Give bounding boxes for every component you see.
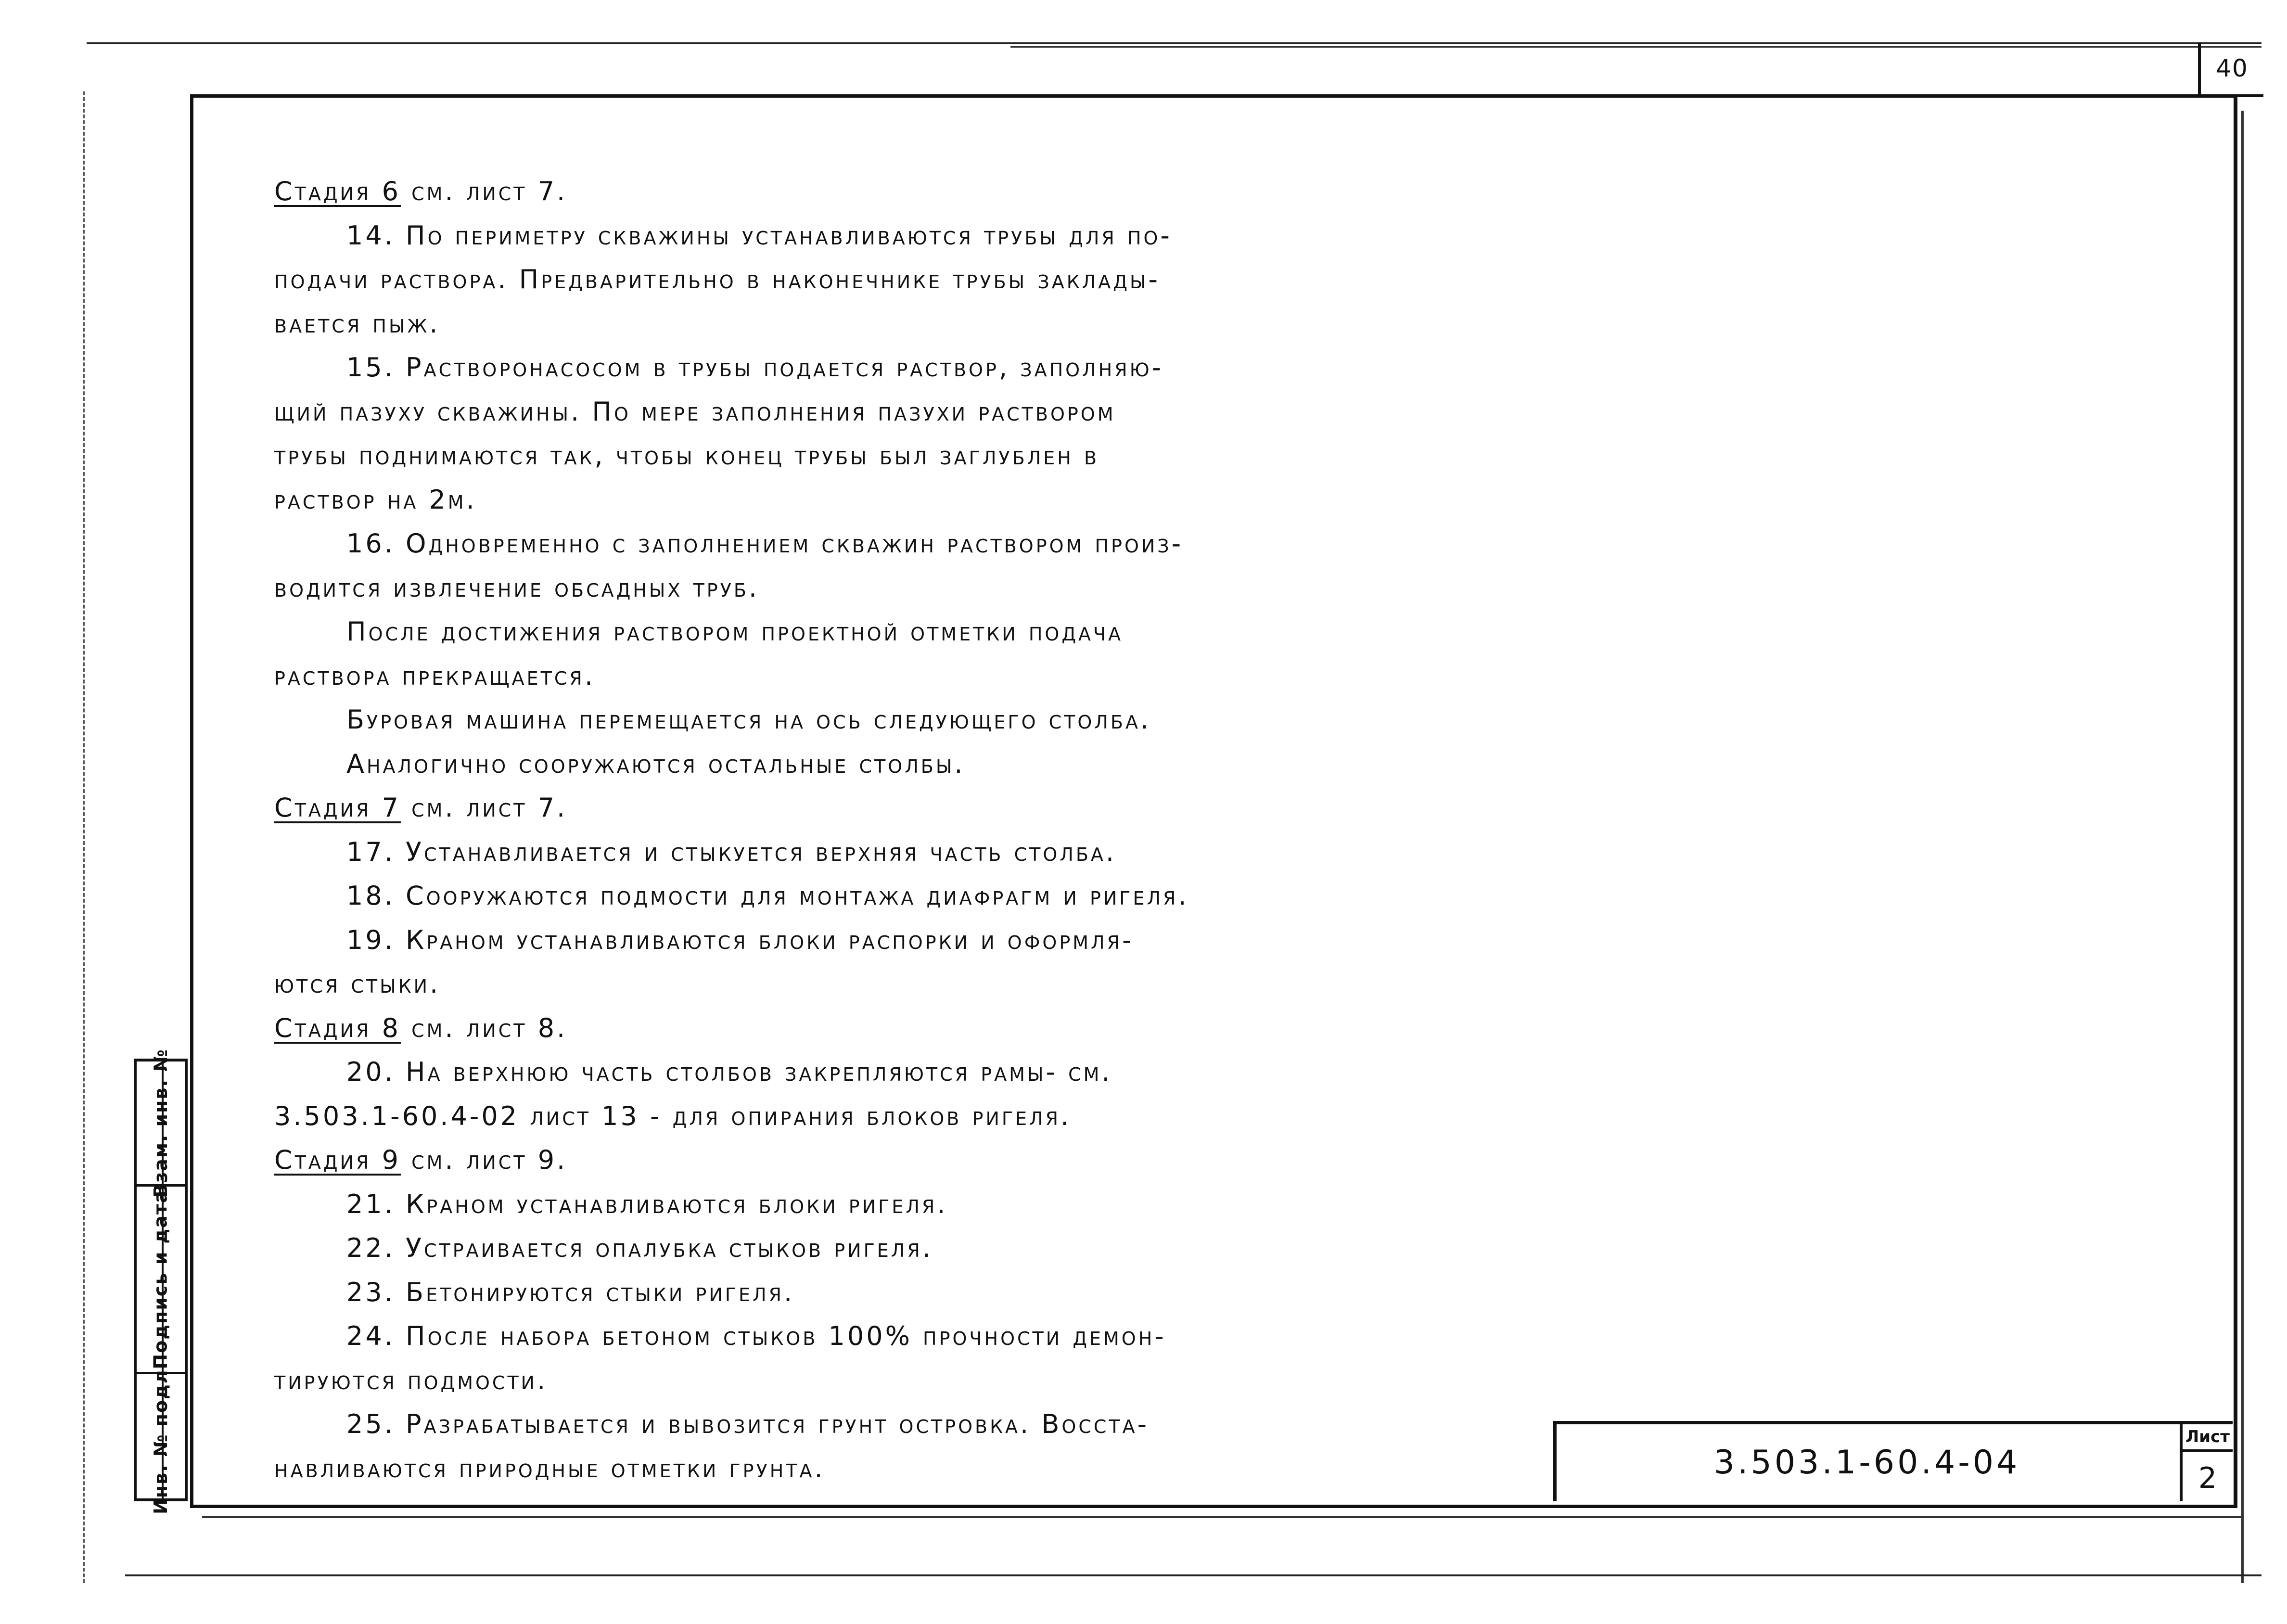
text-line: 22. Устраивается опалубка стыков ригеля.	[346, 1233, 933, 1263]
top-rule-shadow	[1010, 46, 2261, 48]
text-line: подачи раствора. Предварительно в наконечнике трубы заклады-	[274, 264, 1160, 294]
side-stamp-signature-date: Подпись и дата	[150, 1189, 171, 1369]
text-line: щий пазуху скважины. По мере заполнения пазухи раствором	[274, 396, 1116, 427]
stage-ref-prefix: см. лист	[411, 176, 527, 206]
text-line: 18. Сооружаются подмости для монтажа диафрагм и ригеля.	[346, 881, 1189, 911]
text-line: тируются подмости.	[274, 1365, 548, 1395]
stage-label: Стадия 7	[274, 793, 401, 823]
stage-heading	[274, 1138, 1213, 1182]
bottom-rule	[125, 1574, 2261, 1576]
text-line: 16. Одновременно с заполнением скважин раствором произ-	[346, 528, 1184, 559]
stage-label: Стадия 8	[274, 1012, 401, 1043]
text-line: водится извлечение обсадных труб.	[274, 572, 760, 603]
stage-heading	[274, 786, 1213, 830]
stage-sheet-ref: 9.	[537, 1145, 568, 1175]
text-line: 19. Краном устанавливаются блоки распорки и оформля-	[346, 924, 1134, 955]
text-line: 20. На верхнюю часть столбов закрепляются рамы- см.	[346, 1057, 1112, 1087]
text-line: раствора прекращается.	[274, 660, 595, 691]
text-line: 21. Краном устанавливаются блоки ригеля.	[346, 1189, 948, 1219]
frame-shadow-bottom	[202, 1516, 2242, 1518]
text-line: 15. Растворонасосом в трубы подается раствор, заполняю-	[346, 352, 1164, 383]
stage-ref-prefix: см. лист	[411, 1145, 527, 1175]
stage-ref-prefix: см. лист	[411, 793, 527, 823]
stage-label: Стадия 6	[274, 176, 401, 206]
document-code: 3.503.1-60.4-04	[1713, 1444, 2020, 1482]
text-line: раствор на 2м.	[274, 484, 477, 515]
binding-margin-line	[83, 91, 85, 1583]
text-line: трубы поднимаются так, чтобы конец трубы был заглублен в	[274, 440, 1099, 471]
sheet-number: 2	[2198, 1461, 2217, 1495]
title-block	[1553, 1421, 2233, 1501]
side-stamp	[134, 1048, 188, 1515]
stage-sheet-ref: 7.	[537, 176, 568, 206]
text-line: Аналогично сооружаются остальные столбы.	[346, 748, 965, 779]
text-line: ются стыки.	[274, 969, 441, 999]
frame-shadow-right	[2241, 111, 2244, 1583]
page-number: 40	[2198, 42, 2263, 97]
sheet-label: Лист	[2183, 1424, 2233, 1452]
side-stamp-replacement-inv: Взам. инв. №	[150, 1048, 172, 1198]
stage-heading	[274, 1006, 1213, 1050]
text-line: После достижения раствором проектной отметки подача	[346, 616, 1124, 647]
top-rule	[87, 42, 2261, 44]
stage-sheet-ref: 7.	[537, 793, 568, 823]
document-body	[274, 169, 1213, 1490]
stage-sheet-ref: 8.	[537, 1012, 568, 1043]
text-line: Буровая машина перемещается на ось следующего столба.	[346, 704, 1151, 735]
text-line: 25. Разрабатывается и вывозится грунт островка. Восста-	[346, 1409, 1150, 1439]
text-line: 14. По периметру скважины устанавливаются трубы для по-	[346, 220, 1172, 251]
text-line: 17. Устанавливается и стыкуется верхняя часть столба.	[346, 836, 1117, 867]
side-stamp-inv-number: Инв. № подл.	[150, 1361, 172, 1515]
sheet-box	[2180, 1424, 2233, 1501]
stage-ref-prefix: см. лист	[411, 1012, 527, 1043]
stage-label: Стадия 9	[274, 1145, 401, 1175]
text-line: 24. После набора бетоном стыков 100% прочности демон-	[346, 1321, 1166, 1351]
stage-heading	[274, 169, 1213, 214]
text-line: 3.503.1-60.4-02 лист 13 - для опирания блоков ригеля.	[274, 1100, 1072, 1131]
text-line: вается пыж.	[274, 308, 440, 339]
text-line: 23. Бетонируются стыки ригеля.	[346, 1277, 795, 1307]
text-line: навливаются природные отметки грунта.	[274, 1453, 825, 1483]
